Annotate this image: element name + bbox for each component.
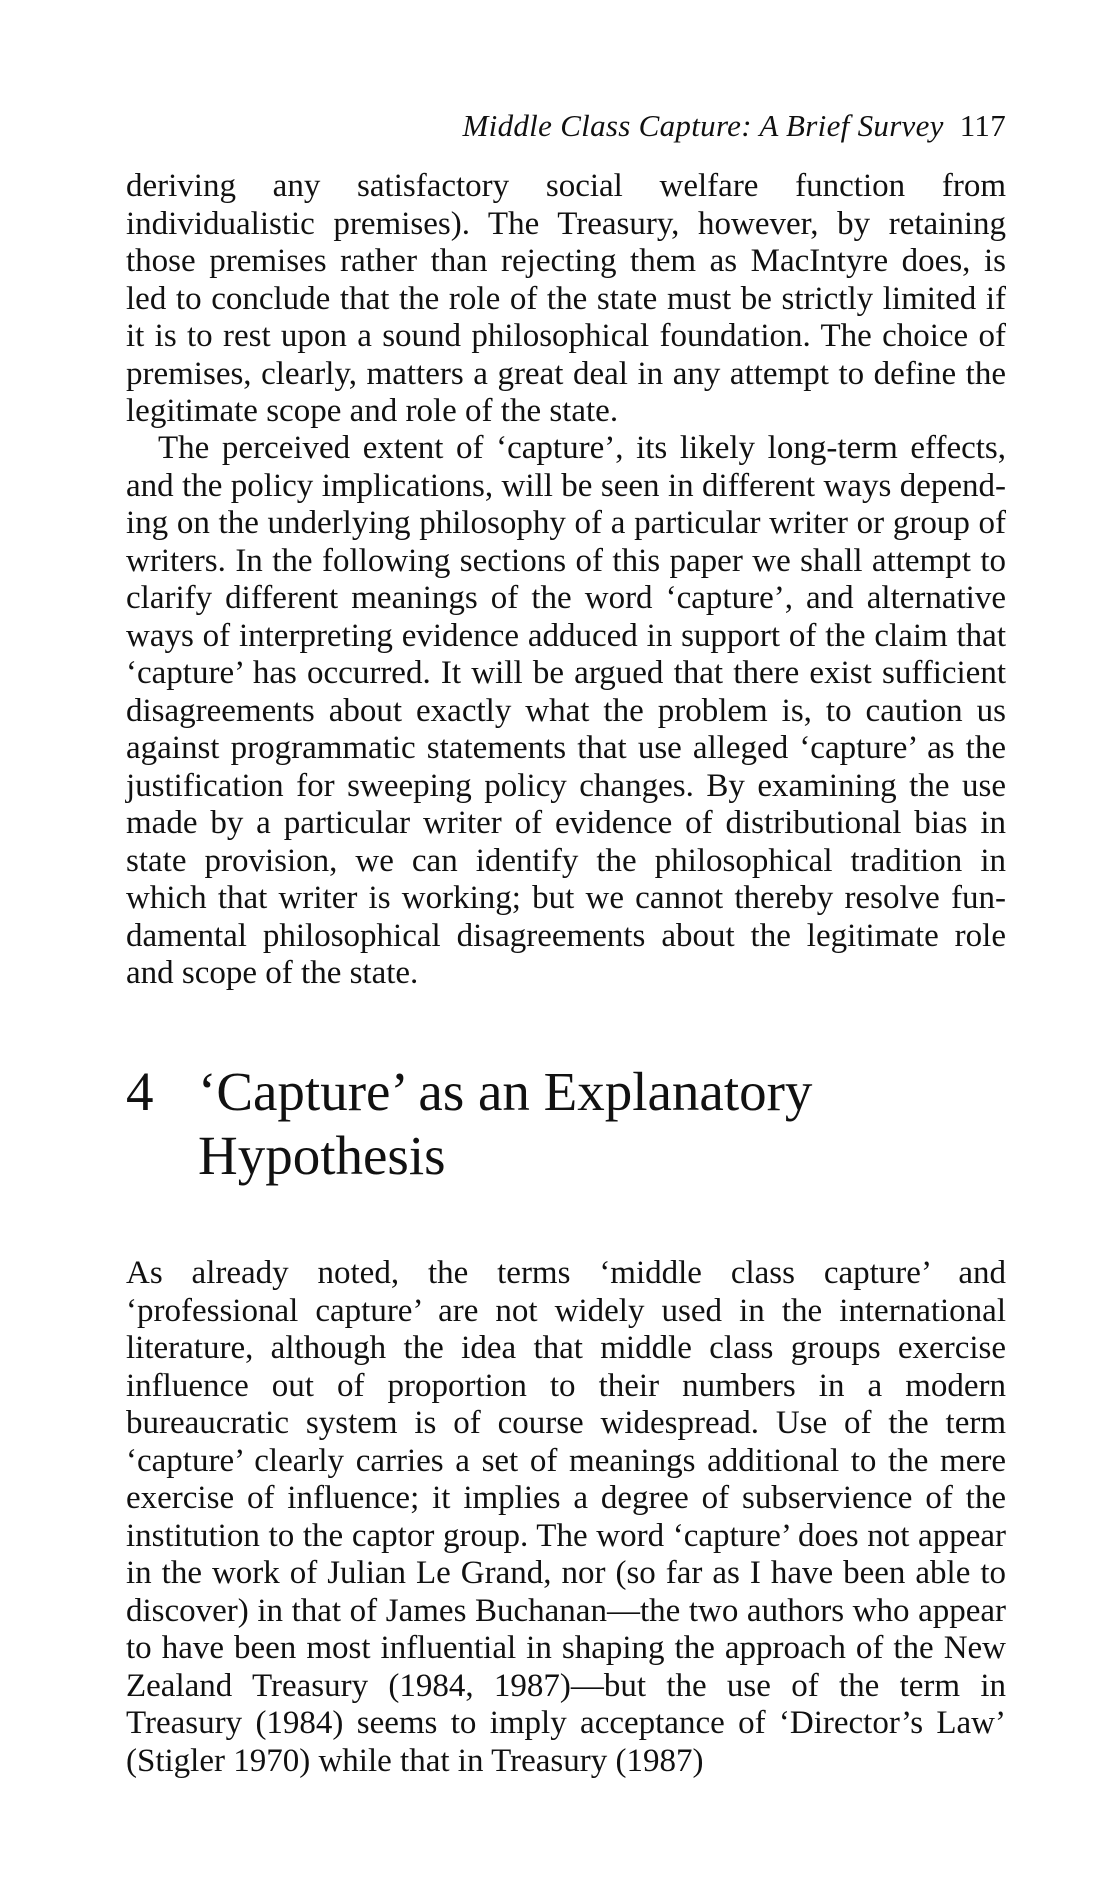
- running-head: [463, 108, 1006, 144]
- paragraph-section-intro: As already noted, the terms ‘middle class capture’ and ‘professional capture’ are not widely used in the international literature, although the idea that middle class groups exercise influence out of proportion to their numbers in a modern bureaucratic system is of course widespread. Use of the term ‘capture’ clearly carries a set of meanings additional to the mere exercise of influence; it implies a degree of subservience of the institution to the captor group. The word ‘capture’ does not appear in the work of Julian Le Grand, nor (so far as I have been able to discover) in that of James Buchanan—the two authors who appear to have been most influential in shaping the approach of the New Zealand Treasury (1984, 1987)—but the use of the term in Treasury (1984) seems to imply acceptance of ‘Director’s Law’ (Stigler 1970) while that in Treasury (1987): [126, 1255, 1006, 1779]
- section-heading: [126, 1060, 1006, 1188]
- paragraph-capture-extent: The perceived extent of ‘capture’, its likely long-term effects, and the policy implications, will be seen in different ways depending on the underlying philosophy of a particular writer or group of writers. In the following sections of this paper we shall attempt to clarify different meanings of the word ‘capture’, and alternative ways of interpreting evidence adduced in support of the claim that ‘capture’ has occurred. It will be argued that there exist sufficient disagreements about exactly what the problem is, to caution us against programmatic statements that use alleged ‘capture’ as the justification for sweeping policy changes. By examining the use made by a particular writer of evidence of distributional bias in state provision, we can identify the philosophical tradition in which that writer is working; but we cannot thereby resolve fundamental philosophical disagreements about the legitimate role and scope of the state.: [126, 430, 1006, 991]
- running-head-title: Middle Class Capture: A Brief Survey: [462, 108, 944, 143]
- page-number: 117: [959, 108, 1006, 143]
- section-number: 4: [126, 1061, 154, 1122]
- section-title: ‘Capture’ as an Explanatory Hypothesis: [198, 1061, 813, 1186]
- paragraph-continuation: deriving any satisfactory social welfare function from individualistic premises). The Treasury, however, by retaining those premises rather than rejecting them as MacIntyre does, is led to conclude that the role of the state must be strictly limited if it is to rest upon a sound philosophical foundation. The choice of premises, clearly, matters a great deal in any attempt to define the legitimate scope and role of the state.: [126, 168, 1006, 429]
